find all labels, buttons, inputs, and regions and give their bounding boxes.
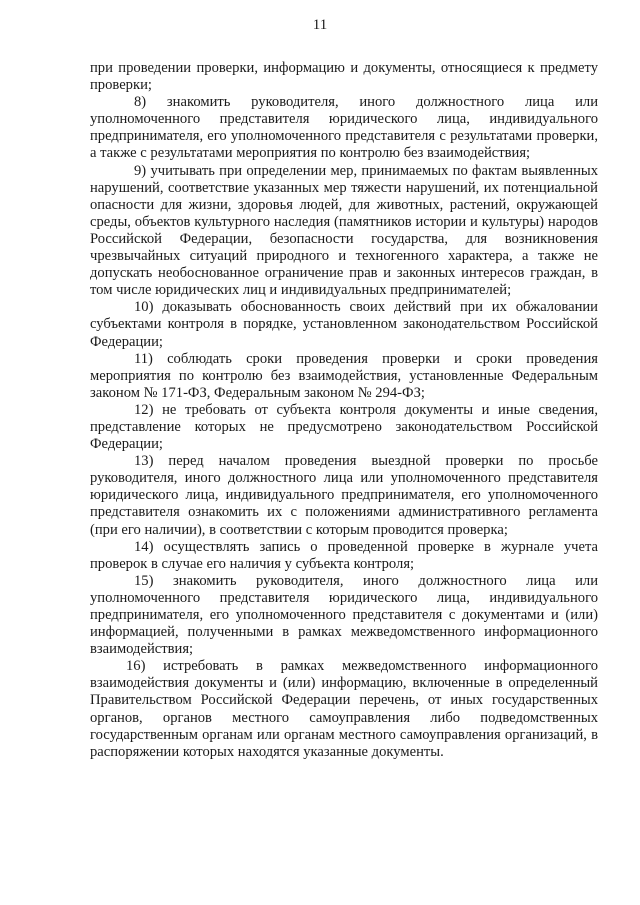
paragraph-item-16: 16) истребовать в рамках межведомственного информационного взаимодействия документы и (или) информацию, включенные в определенный Правительством Российской Федерации перечень, от иных государственных органов, органов местного самоуправления либо подведомственных государственным органам или органам местного самоуправления организаций, в распоряжении которых находятся указанные документы. [90, 658, 598, 760]
paragraph-item-9: 9) учитывать при определении мер, принимаемых по фактам выявленных нарушений, соответствие указанных мер тяжести нарушений, их потенциальной опасности для жизни, здоровья людей, для животных, растений, окружающей среды, объектов культурного наследия (памятников истории и культуры) народов Российской Федерации, безопасности государства, для возникновения чрезвычайных ситуаций природного и техногенного характера, а также не допускать необоснованное ограничение прав и законных интересов граждан, в том числе юридических лиц и индивидуальных предпринимателей; [90, 162, 598, 299]
document-body [90, 60, 598, 761]
paragraph-item-13: 13) перед началом проведения выездной проверки по просьбе руководителя, иного должностного лица или уполномоченного представителя юридического лица, индивидуального предпринимателя, его уполномоченного представителя ознакомить их с положениями административного регламента (при его наличии), в соответствии с которым проводится проверка; [90, 453, 598, 538]
page-number: 11 [312, 17, 328, 33]
paragraph-item-14: 14) осуществлять запись о проведенной проверке в журнале учета проверок в случае его наличия у субъекта контроля; [90, 538, 598, 572]
paragraph-item-8: 8) знакомить руководителя, иного должностного лица или уполномоченного представителя юридического лица, индивидуального предпринимателя, его уполномоченного представителя с результатами проверки, а также с результатами мероприятия по контролю без взаимодействия; [90, 94, 598, 162]
paragraph-continuation: при проведении проверки, информацию и документы, относящиеся к предмету проверки; [90, 60, 598, 94]
paragraph-item-15: 15) знакомить руководителя, иного должностного лица или уполномоченного представителя юридического лица, индивидуального предпринимателя, его уполномоченного представителя с документами и (или) информацией, полученными в рамках межведомственного информационного взаимодействия; [90, 572, 598, 658]
paragraph-item-10: 10) доказывать обоснованность своих действий при их обжаловании субъектами контроля в порядке, установленном законодательством Российской Федерации; [90, 299, 598, 350]
paragraph-item-11: 11) соблюдать сроки проведения проверки и сроки проведения мероприятия по контролю без взаимодействия, установленные Федеральным законом № 171-ФЗ, Федеральным законом № 294-ФЗ; [90, 350, 598, 401]
paragraph-item-12: 12) не требовать от субъекта контроля документы и иные сведения, представление которых не предусмотрено законодательством Российской Федерации; [90, 401, 598, 453]
